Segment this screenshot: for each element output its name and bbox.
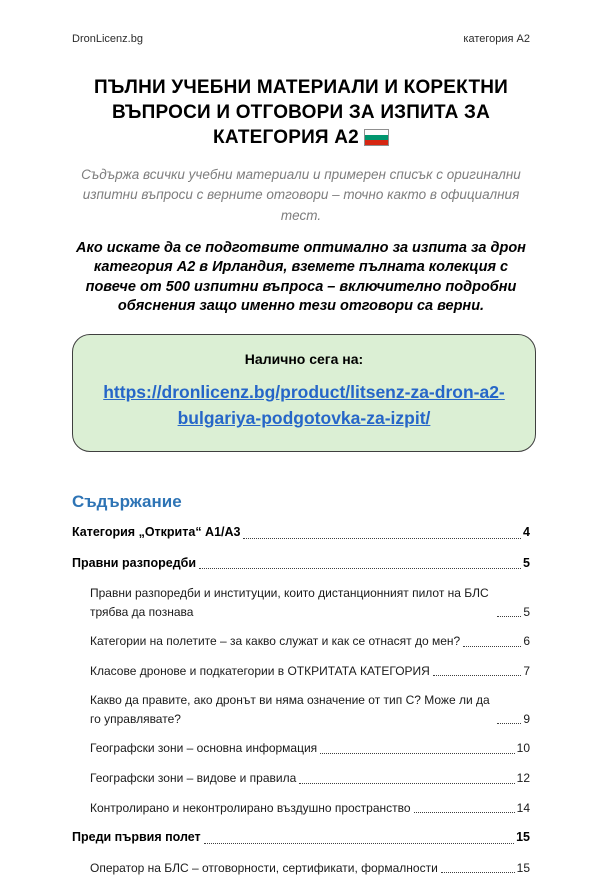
toc-entry[interactable] (72, 799, 530, 818)
dotted-leader (320, 753, 514, 754)
toc-page-number: 12 (516, 771, 530, 786)
toc-entry-text: Оператор на БЛС – отговорности, сертификати, формалности (90, 860, 438, 875)
dotted-leader (243, 538, 521, 539)
toc-entry-text: Географски зони – основна информация (90, 741, 318, 756)
table-of-contents (72, 492, 530, 877)
toc-entry[interactable] (72, 828, 530, 847)
site-name: DronLicenz.bg (72, 33, 143, 45)
dotted-leader (497, 723, 521, 724)
dotted-leader (433, 675, 521, 676)
toc-page-number: 14 (516, 800, 530, 815)
toc-page-number: 5 (523, 555, 530, 570)
promo-label: Налично сега на: (244, 350, 364, 367)
toc-entry-text: Правни разпоредби (72, 555, 197, 570)
toc-page-number: 15 (516, 860, 530, 875)
document-title (76, 75, 526, 150)
page-header (72, 33, 530, 45)
dotted-leader (414, 812, 515, 813)
toc-page-number: 7 (523, 663, 530, 678)
toc-entry[interactable] (72, 691, 530, 728)
toc-entry[interactable] (72, 662, 530, 681)
toc-entry[interactable] (72, 739, 530, 758)
toc-page-number: 9 (523, 711, 530, 726)
dotted-leader (299, 783, 514, 784)
toc-entry-text: Какво да правите, ако дронът ви няма означение от тип С? Може ли да го управлявате? (90, 693, 490, 726)
toc-entry-text: Географски зони – видове и правила (90, 771, 297, 786)
toc-entry-text: Контролирано и неконтролирано въздушно пространство (90, 800, 411, 815)
dotted-leader (463, 646, 521, 647)
dotted-leader (199, 568, 521, 569)
toc-page-number: 10 (516, 741, 530, 756)
toc-entry[interactable] (72, 584, 530, 621)
toc-entry-text: Правни разпоредби и институции, които дистанционният пилот на БЛС трябва да познава (90, 585, 489, 619)
toc-entry-text: Категория „Открита“ A1/A3 (72, 525, 241, 540)
header-category: категория A2 (463, 33, 530, 45)
toc-entry[interactable] (72, 632, 530, 651)
toc-entry-text: Категории на полетите – за какво служат и как се отнасят до мен? (90, 634, 461, 649)
toc-entry[interactable] (72, 859, 530, 877)
dotted-leader (441, 872, 515, 873)
dotted-leader (497, 616, 521, 617)
toc-entry-text: Преди първия полет (72, 830, 201, 845)
product-link[interactable]: https://dronlicenz.bg/product/litsenz-za-dron-a2-bulgariya-podgotovka-za-izpit/ (103, 381, 505, 428)
toc-page-number: 15 (516, 830, 530, 845)
toc-entry[interactable] (72, 523, 530, 542)
dotted-leader (204, 843, 514, 844)
pitch-text: Ако искате да се подготвите оптимално за изпита за дрон категория A2 в Ирландия, вземете пълната колекция с повече от 500 изпитни въпроса – включително подробни обяснения защо именно тези отговори са верни. (76, 239, 526, 315)
toc-entry[interactable] (72, 769, 530, 788)
toc-page-number: 6 (523, 634, 530, 649)
toc-page-number: 4 (523, 525, 530, 540)
toc-entry[interactable] (72, 554, 530, 573)
toc-entry-text: Класове дронове и подкатегории в ОТКРИТАТА КАТЕГОРИЯ (90, 663, 430, 678)
subtitle-text: Съдържа всички учебни материали и примерен списък с оригинални изпитни въпроси с верните отговори – точно както в официалния тест. (81, 167, 521, 223)
bulgaria-flag-icon (364, 129, 389, 146)
toc-heading: Съдържание (72, 492, 182, 512)
document-title-text: ПЪЛНИ УЧЕБНИ МАТЕРИАЛИ И КОРЕКТНИ ВЪПРОСИ И ОТГОВОРИ ЗА ИЗПИТА ЗА КАТЕГОРИЯ A2 (93, 77, 509, 149)
promo-box (72, 334, 536, 453)
toc-page-number: 5 (523, 604, 530, 619)
